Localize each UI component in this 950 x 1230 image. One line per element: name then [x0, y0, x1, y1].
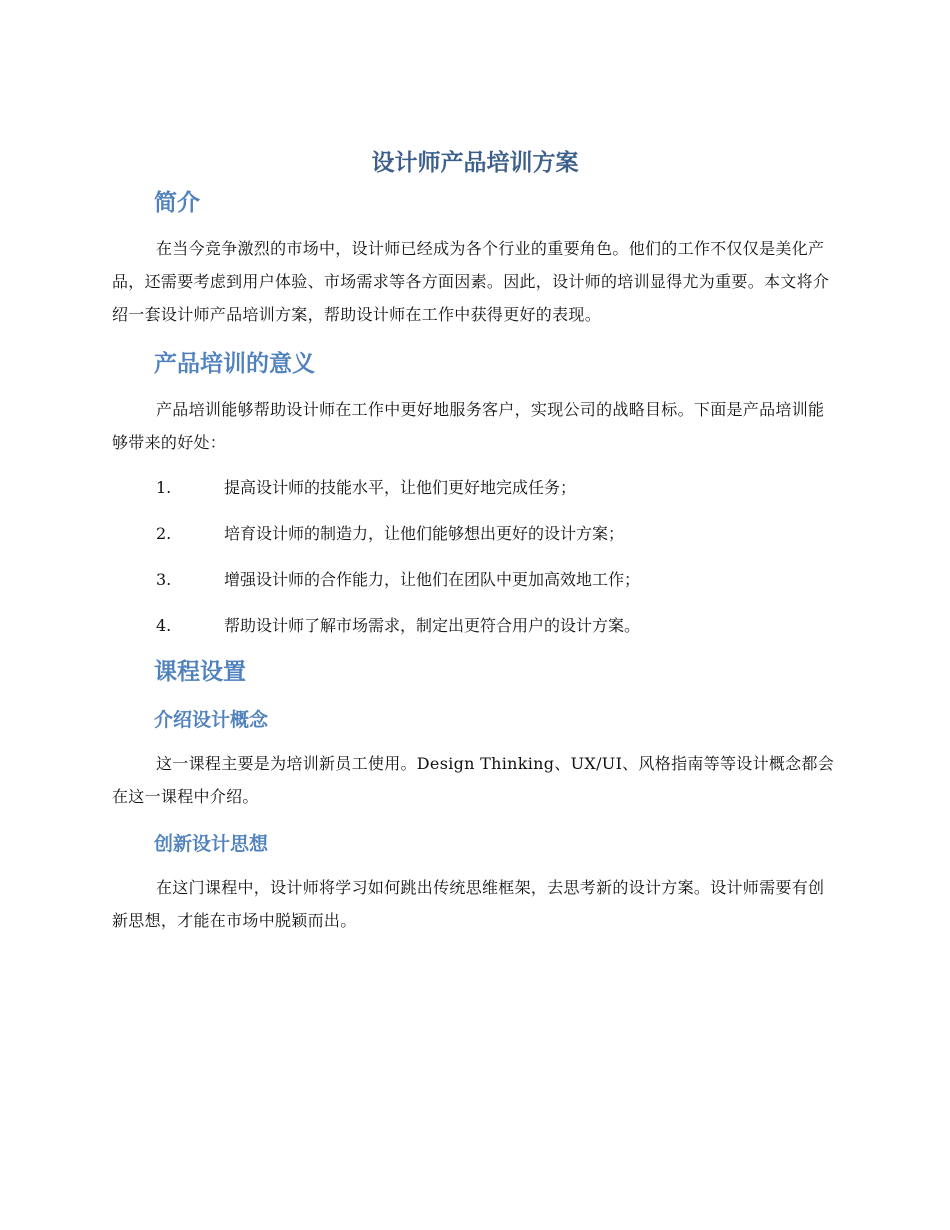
paragraph-innovative-thinking: 在这门课程中，设计师将学习如何跳出传统思维框架，去思考新的设计方案。设计师需要有创新思想，才能在市场中脱颖而出。 — [112, 878, 825, 930]
heading-intro: 简介 — [154, 190, 200, 216]
list-item-text: 增强设计师的合作能力，让他们在团队中更加高效地工作； — [224, 570, 641, 589]
list-item-text: 培育设计师的制造力，让他们能够想出更好的设计方案； — [224, 524, 625, 543]
list-item — [112, 517, 838, 550]
paragraph-meaning: 产品培训能够帮助设计师在工作中更好地服务客户，实现公司的战略目标。下面是产品培训能够带来的好处： — [112, 400, 825, 452]
subheading-design-concepts: 介绍设计概念 — [154, 709, 269, 731]
list-item — [112, 471, 838, 504]
list-item-text: 提高设计师的技能水平，让他们更好地完成任务； — [224, 478, 577, 497]
heading-courses: 课程设置 — [154, 659, 246, 685]
paragraph-intro: 在当今竞争激烈的市场中，设计师已经成为各个行业的重要角色。他们的工作不仅仅是美化产品，还需要考虑到用户体验、市场需求等各方面因素。因此，设计师的培训显得尤为重要。本文将介绍一套设计师产品培训方案，帮助设计师在工作中获得更好的表现。 — [112, 239, 830, 324]
list-item — [112, 563, 838, 596]
document-title: 设计师产品培训方案 — [371, 150, 579, 176]
list-item-number: 4. — [156, 616, 172, 635]
list-item-number: 1. — [156, 478, 172, 497]
heading-meaning: 产品培训的意义 — [154, 351, 315, 377]
list-item-number: 3. — [156, 570, 172, 589]
benefits-list — [112, 471, 838, 642]
list-item-text: 帮助设计师了解市场需求，制定出更符合用户的设计方案。 — [224, 616, 641, 635]
subheading-innovative-thinking: 创新设计思想 — [154, 833, 269, 855]
list-item-number: 2. — [156, 524, 172, 543]
list-item — [112, 609, 838, 642]
paragraph-design-concepts: 这一课程主要是为培训新员工使用。Design Thinking、UX/UI、风格指南等等设计概念都会在这一课程中介绍。 — [112, 754, 835, 806]
